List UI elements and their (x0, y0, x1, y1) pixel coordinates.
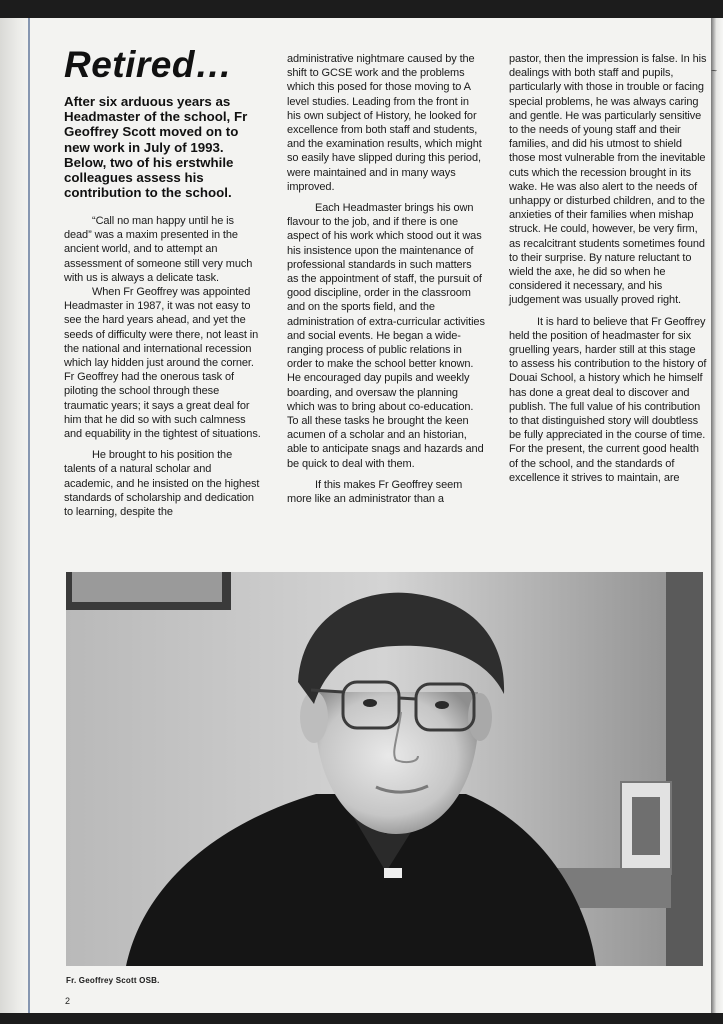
page-gutter (0, 18, 30, 1013)
page-number: 2 (65, 996, 71, 1006)
paragraph: It is hard to believe that Fr Geoffrey held the position of headmaster for six gruelling years, harder still at this stage to assess his contribution to the history of Douai School, a history which he himself has done a great deal to discover and publish. The full value of his contribution to that distinguished story will doubtless be fully appreciated in the course of time. For the present, the current good health of the school, and the standards of excellence it strives to maintain, are (509, 315, 707, 484)
next-page-edge (711, 18, 723, 1013)
article-standfirst: After six arduous years as Headmaster of the school, Fr Geoffrey Scott moved on to new work in July of 1993. Below, two of his erstwhile colleagues assess his contribution to the school. (64, 94, 248, 201)
paragraph: pastor, then the impression is false. In his dealings with both staff and pupils, particularly with those in trouble or facing special problems, he was always caring and gentle. He was particularly sensitive to the needs of young staff and their families, and did his utmost to shield those most vulnerable from the inevitable cuts which the recession brought in its wake. He was also alert to the needs of unhappy or disturbed children, and to the anxieties of their families when mishap struck. He could, however, be very firm, as recalcitrant students sometimes found to their surprise. By nature reluctant to wield the axe, he did so when he considered it necessary, and his judgement was usually proved right. (509, 53, 707, 307)
edge-mark: ~ (711, 66, 717, 77)
article-title: Retired… (64, 44, 233, 85)
photo-caption: Fr. Geoffrey Scott OSB. (66, 976, 160, 985)
text-column-3 (509, 52, 707, 485)
portrait-photo (66, 572, 703, 966)
paragraph: When Fr Geoffrey was appointed Headmaster in 1987, it was not easy to see the hard years ahead, and yet the seeds of difficulty were there, not least in the national and international recession which lay hidden just around the corner. (64, 286, 259, 370)
paragraph: Fr Geoffrey had the onerous task of piloting the school through these traumatic years; it says a great deal for him that he did so with such calmness and equability in the tightest of situations. (64, 371, 261, 441)
paragraph: Each Headmaster brings his own flavour to the job, and if there is one aspect of his work which stood out it was his insistence upon the maintenance of professional standards in such matters as the appointment of staff, the pursuit of good discipline, order in the classroom and on the sports field, and the administration of extra-curricular activities and social events. He began a wide-ranging process of public relations in order to make the school better known. He encouraged day pupils and weekly boarding, and oversaw the planning which was to bring about co-education. To all these tasks he brought the keen acumen of a scholar and an historian, able to anticipate snags and hazards and be quick to deal with them. (287, 202, 485, 470)
paragraph: “Call no man happy until he is dead” was a maxim presented in the ancient world, and to attempt an assessment of someone still very much with us is always a delicate task. (64, 215, 253, 284)
portrait-photo-image (66, 572, 703, 966)
binding-line (28, 18, 30, 1013)
paragraph: administrative nightmare caused by the shift to GCSE work and the problems which this posed for those moving to A level studies. Leading from the front in his own subject of History, he looked for excellence from both staff and students, and the examination results, which might so easily have slipped during this period, were maintained and in many ways improved. (287, 53, 482, 193)
text-column-2 (287, 52, 485, 506)
paragraph: He brought to his position the talents of a natural scholar and academic, and he insisted on the highest standards of scholarship and dedication to learning, despite the (64, 449, 260, 519)
text-column-1 (64, 214, 262, 519)
scan-bottom-border (0, 1013, 723, 1024)
paragraph: If this makes Fr Geoffrey seem more like an administrator than a (287, 478, 463, 506)
